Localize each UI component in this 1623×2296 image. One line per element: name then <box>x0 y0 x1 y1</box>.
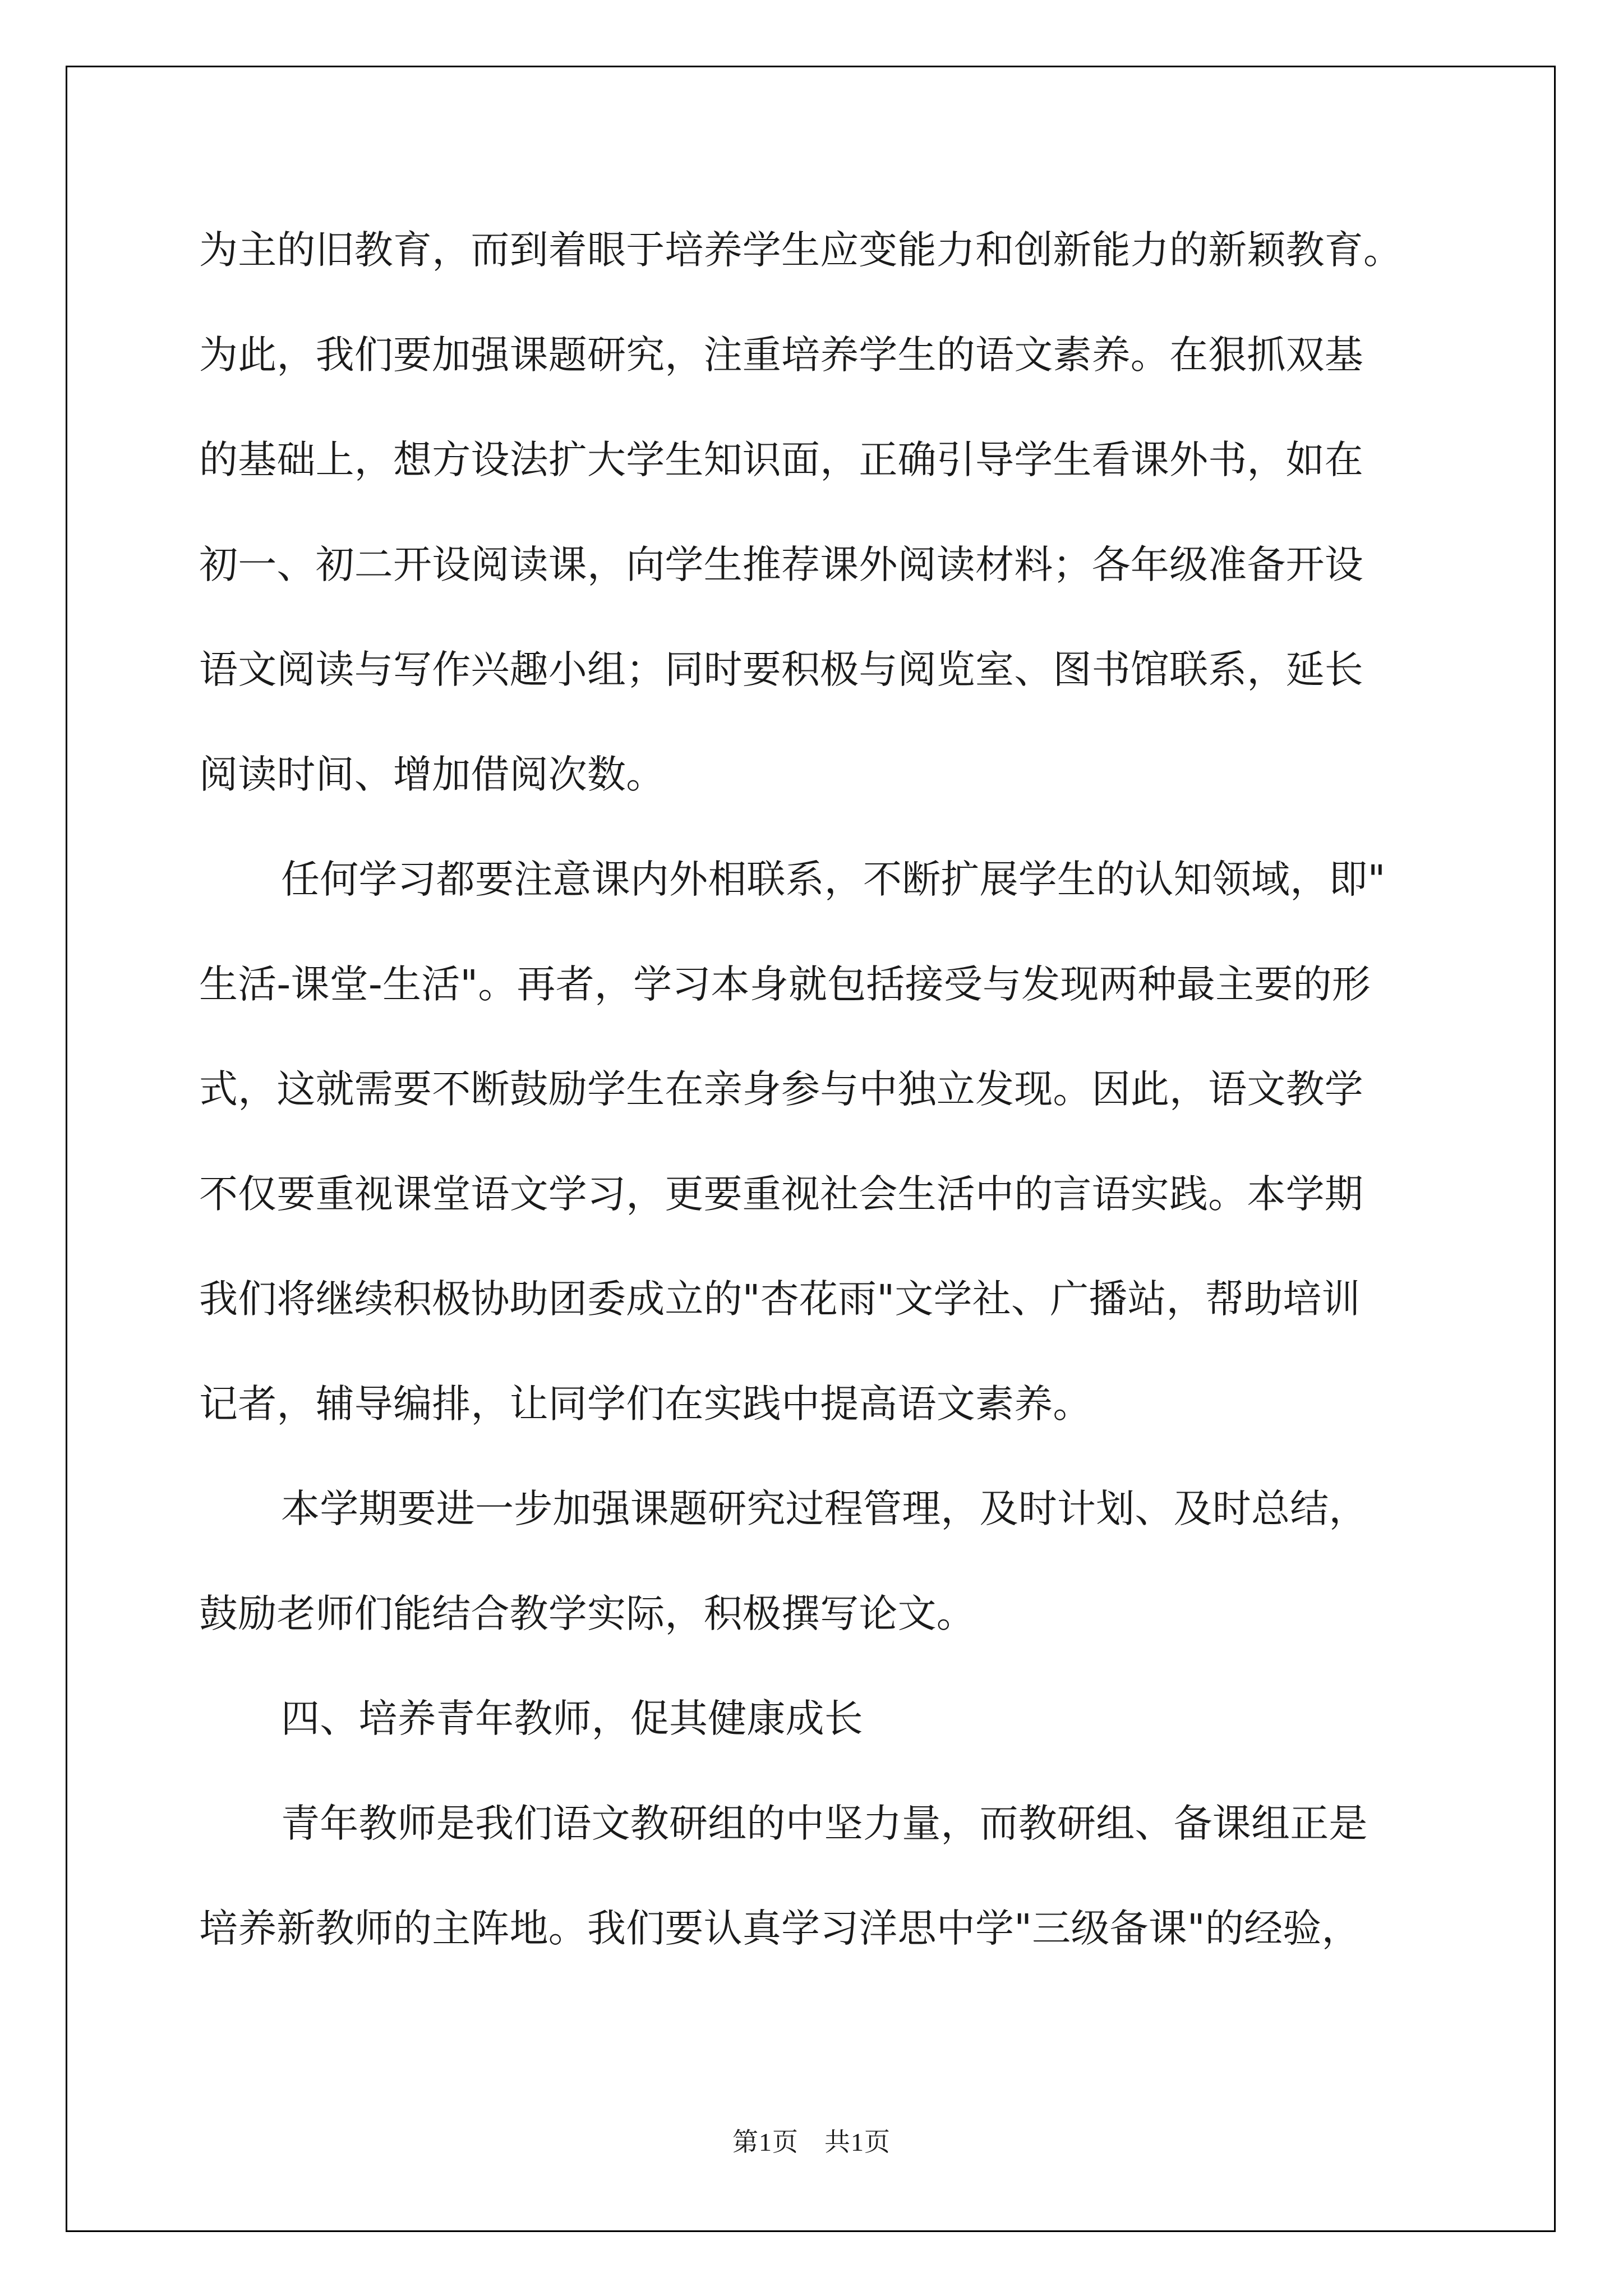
text-line: 初一、初二开设阅读课，向学生推荐课外阅读材料；各年级准备开设 <box>199 542 1363 587</box>
text-line: 式，这就需要不断鼓励学生在亲身参与中独立发现。因此，语文教学 <box>199 1067 1363 1112</box>
text-line: 为此，我们要加强课题研究，注重培养学生的语文素养。在狠抓双基 <box>199 333 1363 378</box>
page-total: 共1页 <box>824 2128 891 2156</box>
text-line: 我们将继续积极协助团委成立的"杏花雨"文学社、广播站，帮助培训 <box>199 1277 1361 1322</box>
text-line: 记者，辅导编排，让同学们在实践中提高语文素养。 <box>199 1382 1092 1427</box>
section-heading: 四、培养青年教师，促其健康成长 <box>281 1696 863 1741</box>
text-line: 青年教师是我们语文教研组的中坚力量，而教研组、备课组正是 <box>281 1801 1368 1846</box>
text-line: 培养新教师的主阵地。我们要认真学习洋思中学"三级备课"的经验， <box>199 1906 1361 1951</box>
text-line: 鼓励老师们能结合教学实际，积极撰写论文。 <box>199 1591 975 1636</box>
text-line: 任何学习都要注意课内外相联系，不断扩展学生的认知领域，即" <box>281 857 1386 902</box>
text-line: 生活-课堂-生活"。再者，学习本身就包括接受与发现两种最主要的形 <box>199 962 1371 1007</box>
text-line: 阅读时间、增加借阅次数。 <box>199 752 665 797</box>
document-body <box>199 198 1433 1981</box>
text-line: 不仅要重视课堂语文学习，更要重视社会生活中的言语实践。本学期 <box>199 1172 1363 1217</box>
page-footer <box>0 2122 1623 2159</box>
text-line: 本学期要进一步加强课题研究过程管理，及时计划、及时总结， <box>281 1487 1368 1531</box>
text-line: 为主的旧教育，而到着眼于培养学生应变能力和创新能力的新颖教育。 <box>199 228 1403 273</box>
text-line: 语文阅读与写作兴趣小组；同时要积极与阅览室、图书馆联系，延长 <box>199 647 1363 692</box>
page-number: 第1页 <box>732 2128 799 2156</box>
text-line: 的基础上，想方设法扩大学生知识面，正确引导学生看课外书，如在 <box>199 438 1363 482</box>
